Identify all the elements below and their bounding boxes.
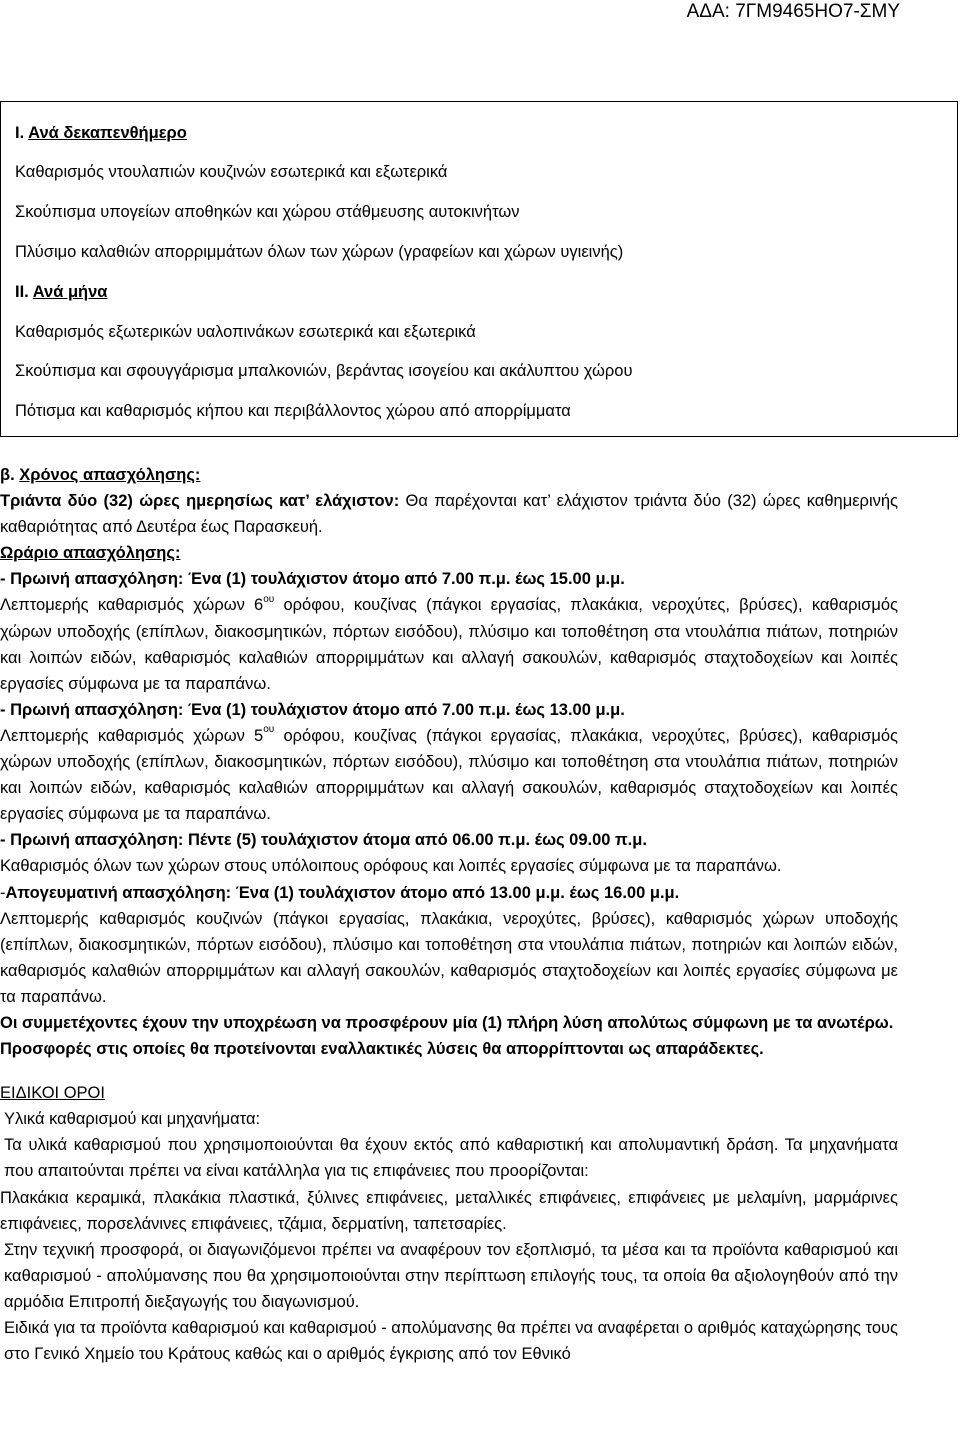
list-item: Πλύσιμο καλαθιών απορριμμάτων όλων των χώρων (γραφείων και χώρων υγιεινής) bbox=[15, 243, 624, 261]
section-heading-biweekly: Ι. Ανά δεκαπενθήμερο bbox=[15, 124, 187, 142]
shift-2-description: Λεπτομερής καθαρισμός χώρων $5^{o\upsilon}$ ορόφου, κουζίνας (πάγκοι εργασίας, πλακάκια, νεροχύτες, βρύσες), καθαρισμός χώρων υποδοχής (επίπλων, διακοσμητικών, πόρτων εισόδου), πλύσιμο και τοποθέτηση στα ντουλάπια πιάτων, ποτηριών και λοιπών ειδών, καθαρισμός καλαθιών απορριμμάτων και αλλαγή σακουλών, καθαρισμός σταχτοδοχείων και λοιπές εργασίες σύμφωνα με τα παραπάνω. bbox=[0, 724, 898, 824]
shift-1-heading: - Πρωινή απασχόληση: Ένα (1) τουλάχιστον άτομο από 7.00 π.μ. έως 15.00 μ.μ. bbox=[0, 570, 625, 589]
min-hours-paragraph: Τριάντα δύο (32) ώρες ημερησίως κατ’ ελάχιστον: Θα παρέχονται κατ’ ελάχιστον τριάντα δύο (32) ώρες καθημερινής καθαριότητας από Δευτέρα έως Παρασκευή. bbox=[0, 492, 898, 537]
list-item: Καθαρισμός ντουλαπιών κουζινών εσωτερικά και εξωτερικά bbox=[15, 163, 448, 181]
list-item: Πότισμα και καθαρισμός κήπου και περιβάλλοντος χώρου από απορρίμματα bbox=[15, 402, 571, 420]
shift-2-heading: - Πρωινή απασχόληση: Ένα (1) τουλάχιστον άτομο από 7.00 π.μ. έως 13.00 μ.μ. bbox=[0, 700, 625, 719]
list-item: Καθαρισμός εξωτερικών υαλοπινάκων εσωτερικά και εξωτερικά bbox=[15, 323, 476, 341]
special-terms-heading: ΕΙΔΙΚΟΙ ΟΡΟΙ bbox=[0, 1084, 105, 1103]
shift-4-heading: -Απογευματινή απασχόληση: Ένα (1) τουλάχιστον άτομο από 13.00 μ.μ. έως 16.00 μ.μ. bbox=[0, 883, 680, 902]
document-body bbox=[0, 462, 898, 1367]
products-paragraph: Ειδικά για τα προϊόντα καθαρισμού και καθαρισμού - απολύμανσης θα πρέπει να αναφέρεται ο αριθμός καταχώρησης τους στο Γενικό Χημείο του Κράτους καθώς και ο αριθμός έγκρισης από τον Εθνικό bbox=[4, 1319, 898, 1364]
materials-heading: Υλικά καθαρισμού και μηχανήματα: bbox=[4, 1110, 261, 1129]
spacer bbox=[0, 1062, 898, 1080]
shift-1-description: Λεπτομερής καθαρισμός χώρων $6^{o\upsilon}$ ορόφου, κουζίνας (πάγκοι εργασίας, πλακάκια, νεροχύτες, βρύσες), καθαρισμός χώρων υποδοχής (επίπλων, διακοσμητικών, πόρτων εισόδου), πλύσιμο και τοποθέτηση στα ντουλάπια πιάτων, ποτηριών και λοιπών ειδών, καθαρισμός καλαθιών απορριμμάτων και αλλαγή σακουλών, καθαρισμός σταχτοδοχείων και λοιπές εργασίες σύμφωνα με τα παραπάνω. bbox=[0, 593, 898, 693]
list-item: Σκούπισμα και σφουγγάρισμα μπαλκονιών, βεράντας ισογείου και ακάλυπτου χώρου bbox=[15, 362, 633, 380]
rejection-paragraph: Προσφορές στις οποίες θα προτείνονται εναλλακτικές λύσεις θα απορρίπτονται ως απαράδεκτες. bbox=[0, 1040, 764, 1059]
shift-3-description: Καθαρισμός όλων των χώρων στους υπόλοιπους ορόφους και λοιπές εργασίες σύμφωνα με τα παραπάνω. bbox=[0, 857, 782, 876]
task-frequency-box bbox=[0, 101, 958, 437]
list-item: Σκούπισμα υπογείων αποθηκών και χώρου στάθμευσης αυτοκινήτων bbox=[15, 203, 520, 221]
materials-paragraph: Τα υλικά καθαρισμού που χρησιμοποιούνται θα έχουν εκτός από καθαριστική και απολυμαντική δράση. Τα μηχανήματα που απαιτούνται πρέπει να είναι κατάλληλα για τις επιφάνειες που προορίζονται: bbox=[4, 1136, 898, 1181]
ada-code: ΑΔΑ: 7ΓΜ9465ΗΟ7-ΣΜΥ bbox=[686, 1, 900, 22]
shift-4-description: Λεπτομερής καθαρισμός κουζινών (πάγκοι εργασίας, πλακάκια, νεροχύτες, βρύσες), καθαρισμός χώρων υποδοχής (επίπλων, διακοσμητικών, πόρτων εισόδου), πλύσιμο και τοποθέτηση στα ντουλάπια πιάτων, ποτηριών και λοιπών ειδών, καθαρισμός καλαθιών απορριμμάτων και αλλαγή σακουλών, καθαρισμός σταχτοδοχείων και λοιπές εργασίες σύμφωνα με τα παραπάνω. bbox=[0, 909, 898, 1006]
employment-time-heading: β. Χρόνος απασχόλησης: bbox=[0, 466, 201, 484]
technical-offer-paragraph: Στην τεχνική προσφορά, οι διαγωνιζόμενοι πρέπει να αναφέρουν τον εξοπλισμό, τα μέσα και τα προϊόντα καθαρισμού και καθαρισμού - απολύμανσης που θα χρησιμοποιούνται στην περίπτωση επιλογής τους, τα οποία θα αξιολογηθούν από την αρμόδια Επιτροπή διεξαγωγής του διαγωνισμού. bbox=[4, 1240, 898, 1311]
obligation-paragraph: Οι συμμετέχοντες έχουν την υποχρέωση να προσφέρουν μία (1) πλήρη λύση απολύτως σύμφωνη με τα ανωτέρω. bbox=[0, 1013, 894, 1032]
surfaces-paragraph: Πλακάκια κεραμικά, πλακάκια πλαστικά, ξύλινες επιφάνειες, μεταλλικές επιφάνειες, επιφάνειες με μελαμίνη, μαρμάρινες επιφάνειες, πορσελάνινες επιφάνειες, τζάμια, δερματίνη, ταπετσαρίες. bbox=[0, 1188, 898, 1233]
section-heading-monthly: ΙΙ. Ανά μήνα bbox=[15, 283, 108, 301]
shift-3-heading: - Πρωινή απασχόληση: Πέντε (5) τουλάχιστον άτομα από 06.00 π.μ. έως 09.00 π.μ. bbox=[0, 831, 647, 850]
schedule-heading: Ωράριο απασχόλησης: bbox=[0, 544, 181, 563]
